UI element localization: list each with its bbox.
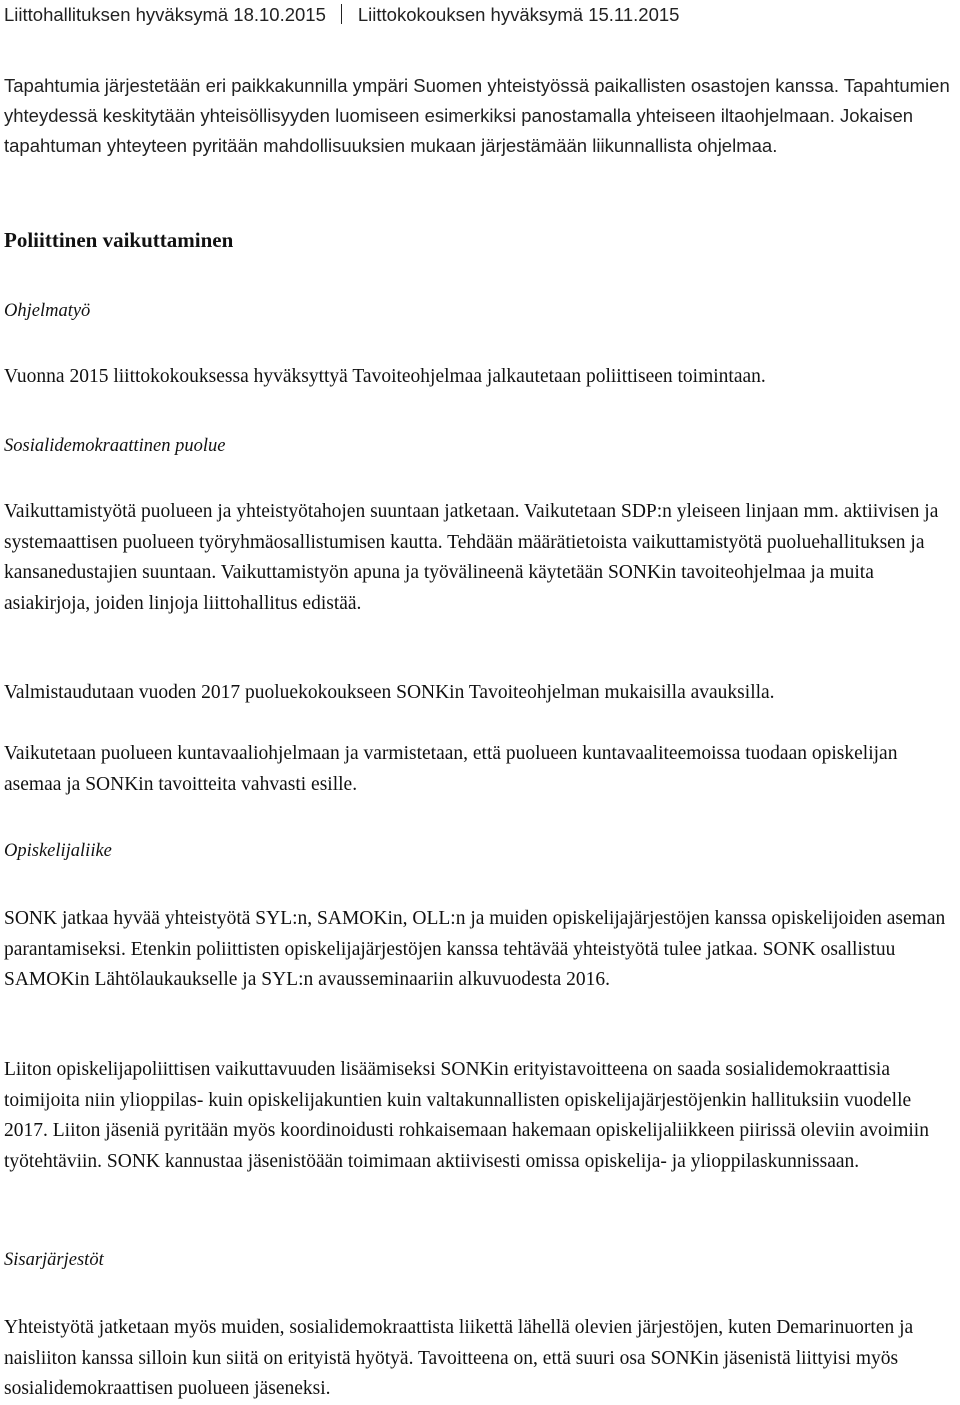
ohjelmatyo-heading: Ohjelmatyö — [4, 301, 91, 321]
puolue-paragraph-2: Valmistaudutaan vuoden 2017 puoluekokoukseen SONKin Tavoiteohjelman mukaisilla avauksilla. — [4, 682, 775, 703]
sisarjarjestot-heading: Sisarjärjestöt — [4, 1250, 104, 1270]
header-approval-board: Liittohallituksen hyväksymä 18.10.2015 — [4, 4, 326, 25]
opiskelijaliike-paragraph-1: SONK jatkaa hyvää yhteistyötä SYL:n, SAMOKin, OLL:n ja muiden opiskelijajärjestöjen kanssa opiskelijoiden aseman parantamiseksi. Etenkin poliittisten opiskelijajärjestöjen kanssa tehtävää yhteistyötä tulee jatkaa. SONK osallistuu SAMOKin Lähtölaukaukselle ja SYL:n avausseminaariin alkuvuodesta 2016. — [4, 908, 946, 990]
intro-paragraph: Tapahtumia järjestetään eri paikkakunnilla ympäri Suomen yhteistyössä paikallisten osastojen kanssa. Tapahtumien yhteydessä keskitytään yhteisöllisyyden luomiseen esimerkiksi panostamalla yhteiseen iltaohjelmaan. Jokaisen tapahtuman yhteyteen pyritään mahdollisuuksien mukaan järjestämään liikunnallista ohjelmaa. — [4, 75, 950, 156]
header-separator — [341, 4, 342, 24]
puolue-paragraph-1: Vaikuttamistyötä puolueen ja yhteistyötahojen suuntaan jatketaan. Vaikutetaan SDP:n yleiseen linjaan mm. aktiivisen ja systemaattisen puolueen työryhmäosallistumisen kautta. Tehdään määrätietoista vaikuttamistyötä puoluehallituksen ja kansanedustajien suuntaan. Vaikuttamistyön apuna ja työvälineenä käytetään SONKin tavoiteohjelmaa ja muita asiakirjoja, joiden linjoja liittohallitus edistää. — [4, 501, 939, 614]
section-title: Poliittinen vaikuttaminen — [4, 228, 234, 252]
sisarjarjestot-paragraph: Yhteistyötä jatketaan myös muiden, sosialidemokraattista liikettä lähellä olevien järjestöjen, kuten Demarinuorten ja naisliiton kanssa silloin kun siitä on erityistä hyötyä. Tavoitteena on, että suuri osa SONKin jäsenistä liittyisi myös sosialidemokraattisen puolueen jäseneksi. — [4, 1317, 914, 1399]
opiskelijaliike-heading: Opiskelijaliike — [4, 841, 112, 861]
puolue-paragraph-3: Vaikutetaan puolueen kuntavaaliohjelmaan ja varmistetaan, että puolueen kuntavaaliteemoissa tuodaan opiskelijan asemaa ja SONKin tavoitteita vahvasti esille. — [4, 743, 898, 795]
puolue-heading: Sosialidemokraattinen puolue — [4, 436, 226, 456]
page-header — [4, 1, 679, 29]
header-approval-congress: Liittokokouksen hyväksymä 15.11.2015 — [357, 4, 680, 25]
ohjelmatyo-paragraph: Vuonna 2015 liittokokouksessa hyväksyttyä Tavoiteohjelmaa jalkautetaan poliittiseen toimintaan. — [4, 366, 766, 387]
opiskelijaliike-paragraph-2: Liiton opiskelijapoliittisen vaikuttavuuden lisäämiseksi SONKin erityistavoitteena on saada sosialidemokraattisia toimijoita niin ylioppilas- kuin opiskelijakuntien kuin valtakunnallisten opiskelijajärjestöjenkin hallituksiin vuodelle 2017. Liiton jäseniä pyritään myös koordinoidusti rohkaisemaan hakemaan opiskelijaliikkeen piirissä oleviin avoimiin työtehtäviin. SONK kannustaa jäsenistöään toimimaan aktiivisesti omissa opiskelija- ja ylioppilaskunnissaan. — [4, 1059, 929, 1172]
